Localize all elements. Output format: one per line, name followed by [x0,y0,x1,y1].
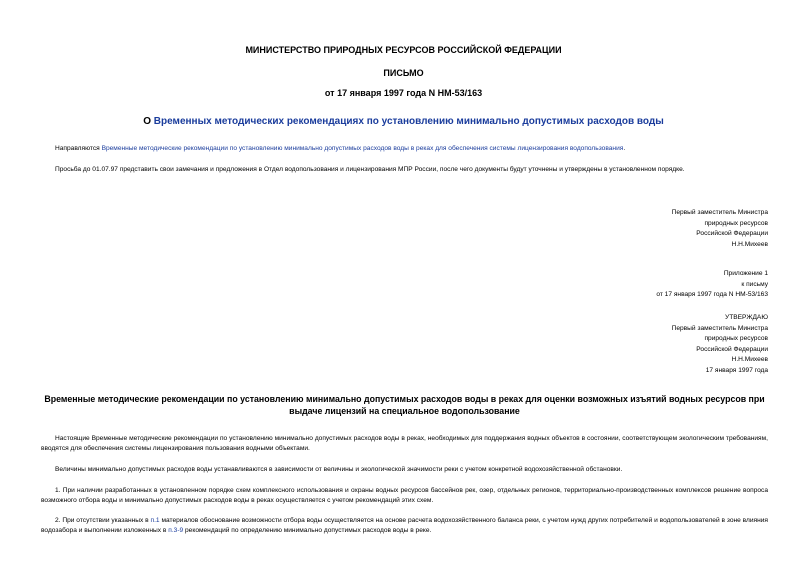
rec-paragraph-intro: Настоящие Временные методические рекомендации по установлению минимально допустимых расходов воды в реках, необходимых для поддержания водных объектов в состоянии, соответствующем экологическим требованиям, вводятся для обеспечения системы лицензирования пользования водными объектами. [41,435,768,452]
item-1-link[interactable]: п.1 [150,517,160,524]
subject-link[interactable]: Временных методических рекомендациях по установлению минимально допустимых расходов воды [153,116,664,127]
approval-line: Н.Н.Михеев [731,356,768,364]
appendix-line: к письму [741,280,768,288]
recommendations-link[interactable]: Временные методические рекомендации по установлению минимально допустимых расходов воды в реках для обеспечения системы лицензирования водопользования [101,145,624,152]
signature-line: Н.Н.Михеев [731,240,768,248]
approval-line: 17 января 1997 года [705,366,768,374]
approval-line: природных ресурсов [704,335,768,343]
subject-prefix: О [143,116,154,127]
letter-paragraph-2: Просьба до 01.07.97 представить свои замечания и предложения в Отдел водопользования и лицензирования МПР России, после чего документы будут уточнены и утверждены в установленном порядке. [55,166,685,173]
approval-line: Первый заместитель Министра [671,324,768,332]
signature-line: Первый заместитель Министра [671,209,768,216]
approval-line: УТВЕРЖДАЮ [725,314,768,321]
appendix-block [656,269,768,301]
signature-block [672,208,768,250]
p4-part-b: материалов обоснование возможности отбора воды осуществляется на основе расчета водохозяйственного баланса реки, с учетом нужд других потребителей и водопользователей в зоне влияния водозабора и выполнении изложенных в [41,517,769,534]
p1-suffix: . [623,145,626,152]
p1-prefix: Направляются [55,145,102,152]
items-3-9-link[interactable]: п.3-9 [168,527,184,534]
doc-date-heading: от 17 января 1997 года N НМ-53/163 [324,88,483,98]
subject-heading [0,116,807,127]
appendix-line: от 17 января 1997 года N НМ-53/163 [656,291,768,299]
rec-paragraph-item-1: 1. При наличии разработанных в установленном порядке схем комплексного использования и охраны водных ресурсов бассейнов рек, озер, отдельных регионов, территориально-производственных комплексов решение вопроса возможного отбора воды и минимально допустимых расходов воды в реках осуществляется с учетом рекомендаций этих схем. [41,487,768,504]
doc-type-heading: ПИСЬМО [383,68,424,78]
ministry-heading: МИНИСТЕРСТВО ПРИРОДНЫХ РЕСУРСОВ РОССИЙСКОЙ ФЕДЕРАЦИИ [245,45,562,55]
appendix-line: Приложение 1 [723,270,768,277]
signature-line: Российской Федерации [696,230,768,238]
rec-paragraph-item-2 [41,516,768,536]
p4-part-c: рекомендаций по определению минимально допустимых расходов воды в реке. [183,527,432,534]
approval-line: Российской Федерации [696,345,768,353]
approval-block [672,313,768,377]
rec-paragraph-values: Величины минимально допустимых расходов воды устанавливаются в зависимости от величины и экологической значимости реки с учетом конкретной водохозяйственной обстановки. [55,466,623,473]
letter-paragraph-1 [41,144,768,154]
recommendations-title: Временные методические рекомендации по установлению минимально допустимых расходов воды в реках для оценки возможных изъятий водных ресурсов при выдаче лицензий на специальное водопользование [44,394,765,416]
p4-part-a: 2. При отсутствии указанных в [55,517,151,524]
signature-line: природных ресурсов [704,219,768,227]
